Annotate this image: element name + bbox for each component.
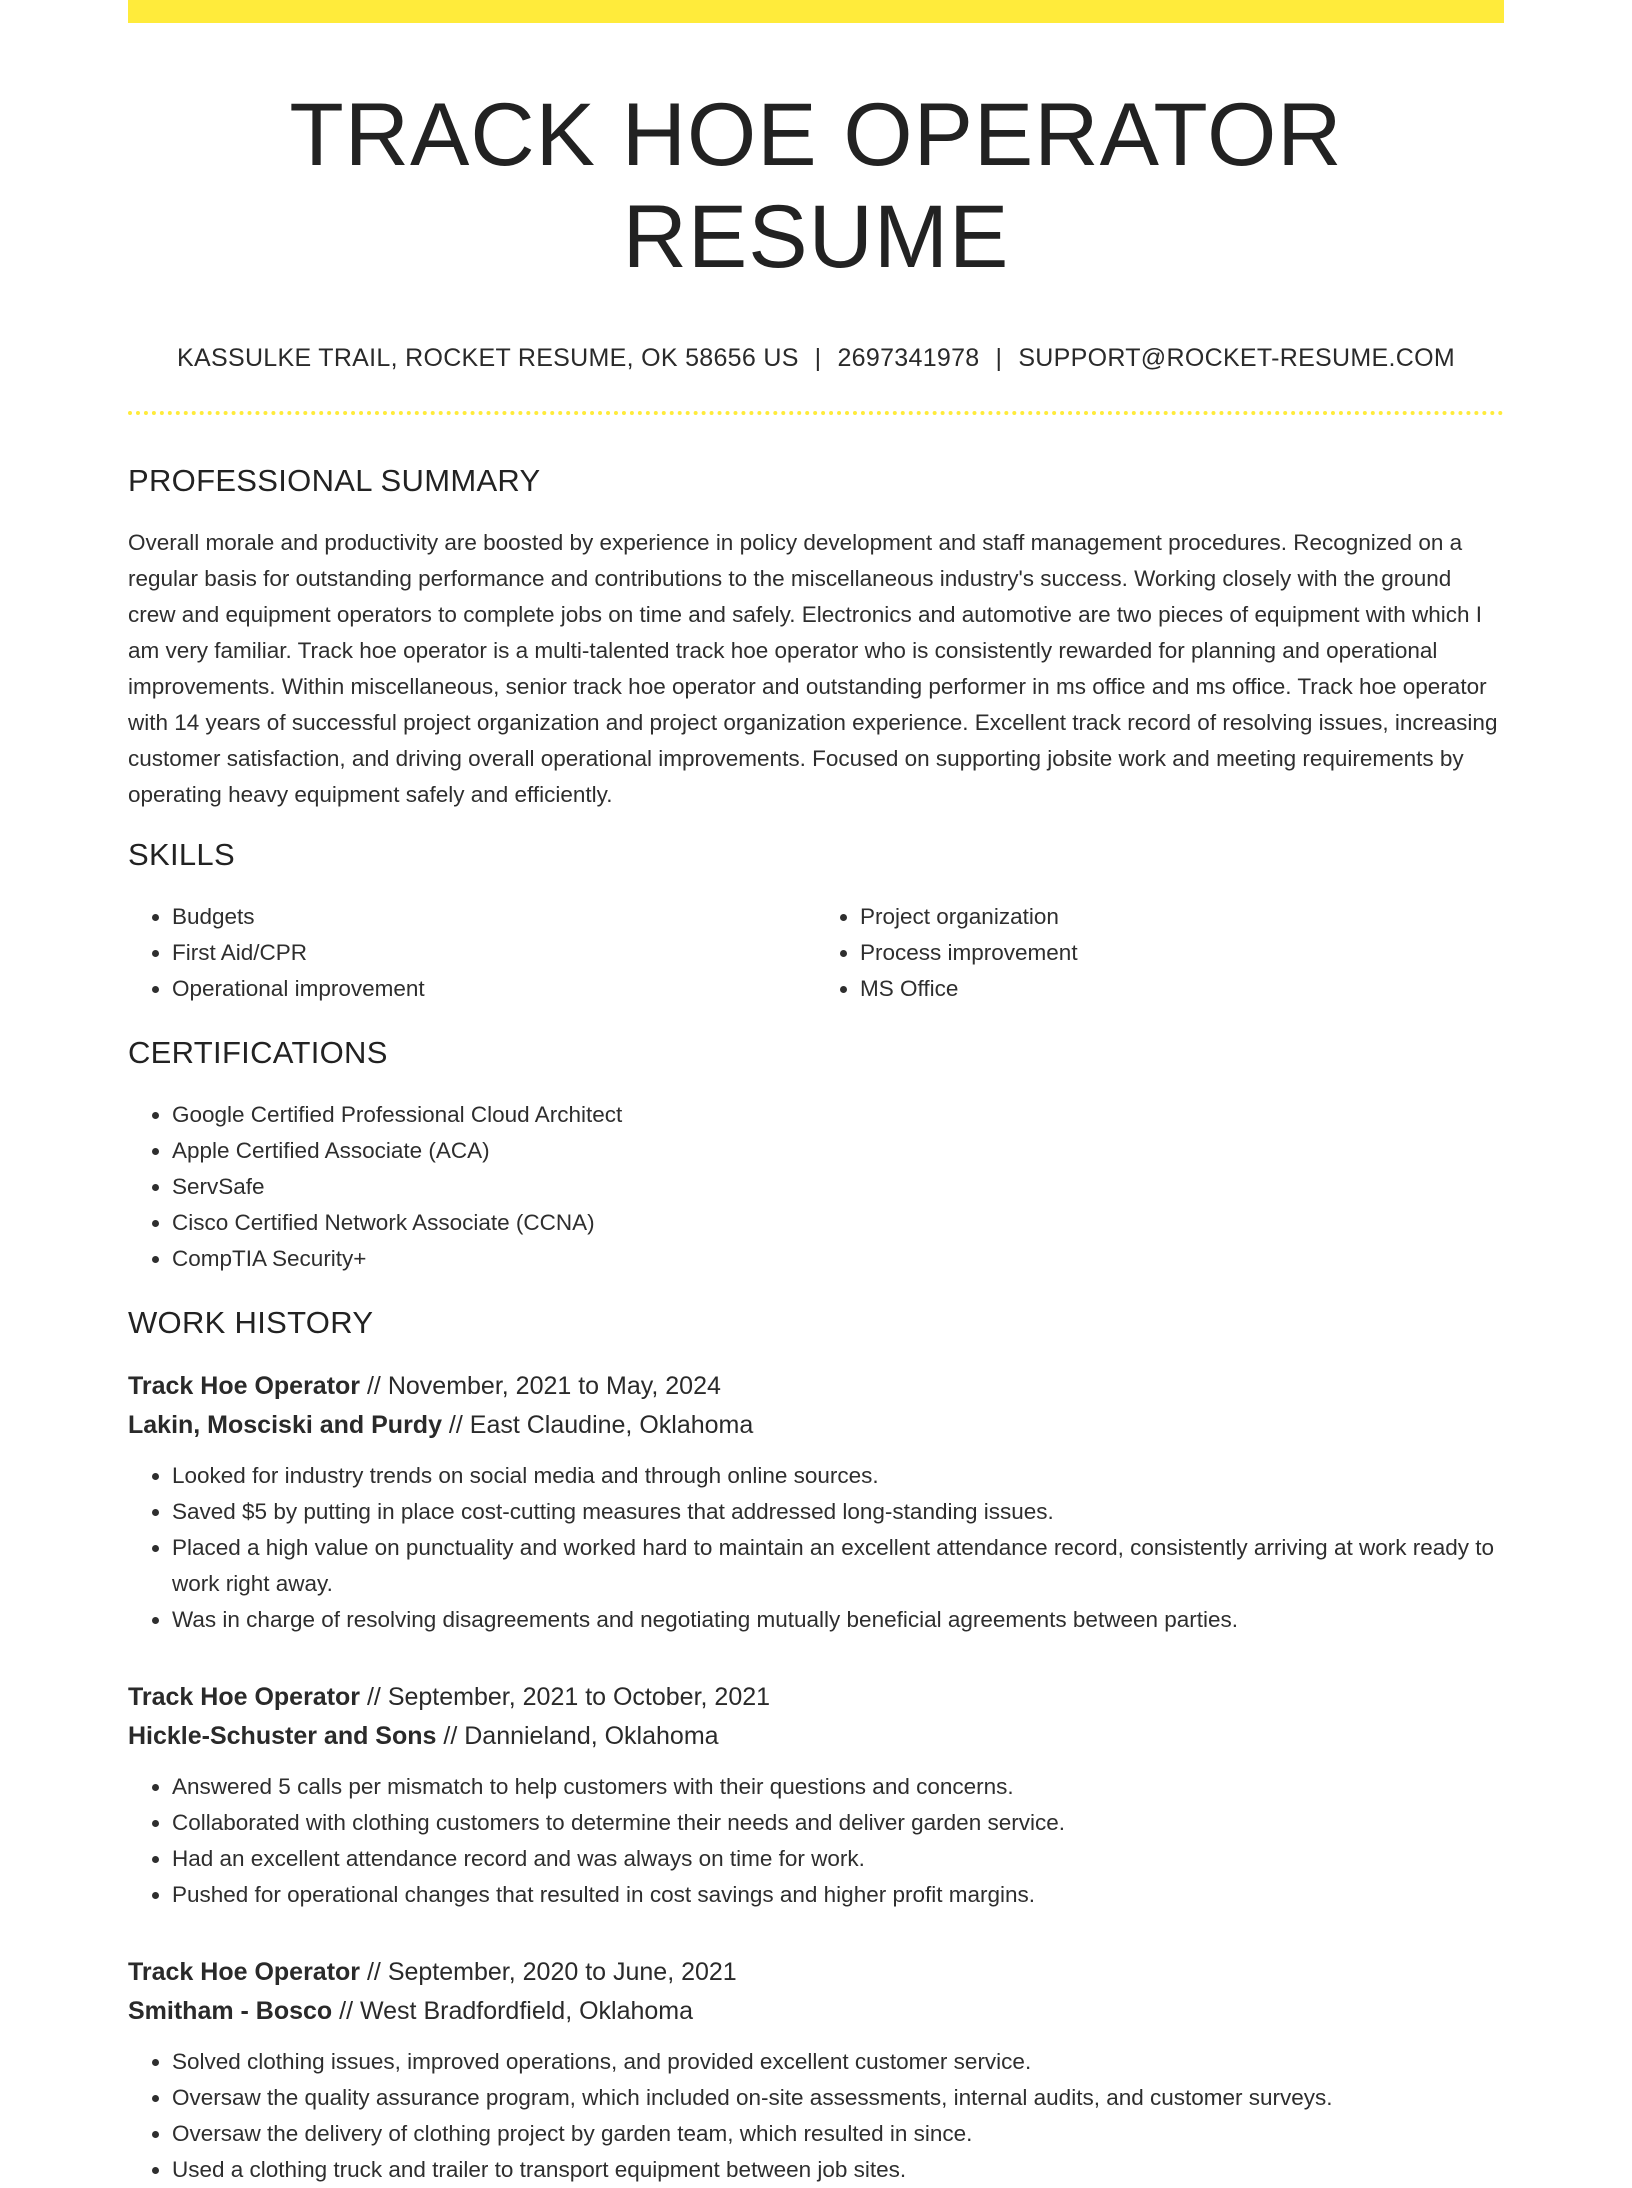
job-separator: // [360,1682,388,1711]
job-dates: September, 2021 to October, 2021 [387,1682,771,1711]
address: KASSULKE TRAIL, ROCKET RESUME, OK 58656 US [177,343,799,372]
job-company: Smitham - Bosco [128,1996,333,2025]
certification-item: • CompTIA Security+ [172,1241,1504,1277]
job-title-line [128,1678,1504,1717]
job-separator: // [360,1371,388,1400]
job-bullet: • Collaborated with clothing customers to determine their needs and deliver garden service. [172,1805,1504,1841]
job-bullet: • Pushed for operational changes that resulted in cost savings and higher profit margins. [172,1877,1504,1913]
accent-bar [128,0,1504,23]
job-dates: September, 2020 to June, 2021 [387,1957,737,1986]
summary-text: Overall morale and productivity are boosted by experience in policy development and staff management procedures. Recognized on a regular basis for outstanding performance and contributions to the miscellaneous industry's success. Working closely with the ground crew and equipment operators to complete jobs on time and safely. Electronics and automotive are two pieces of equipment with which I am very familiar. Track hoe operator is a multi-talented track hoe operator who is consistently rewarded for planning and operational improvements. Within miscellaneous, senior track hoe operator and outstanding performer in ms office and ms office. Track hoe operator with 14 years of successful project organization and project organization experience. Excellent track record of resolving issues, increasing customer satisfaction, and driving overall operational improvements. Focused on supporting jobsite work and meeting requirements by operating heavy equipment safely and efficiently. [128,529,1498,807]
job-company-line [128,1992,1504,2031]
job-bullet: • Was in charge of resolving disagreements and negotiating mutually beneficial agreements between parties. [172,1602,1504,1638]
job-bullet: • Placed a high value on punctuality and worked hard to maintain an excellent attendance record, consistently arriving at work ready to work right away. [172,1530,1504,1602]
job-entry [128,1953,1504,2188]
resume-title: TRACK HOE OPERATOR RESUME [289,84,1343,287]
skill-item: • Budgets [172,899,816,935]
job-bullet: • Had an excellent attendance record and was always on time for work. [172,1841,1504,1877]
skills-column-right [816,899,1504,1007]
job-dates: November, 2021 to May, 2024 [387,1371,721,1400]
job-location: West Bradfordfield, Oklahoma [360,1996,694,2025]
email: SUPPORT@ROCKET-RESUME.COM [1018,343,1455,372]
certifications-heading: CERTIFICATIONS [128,1034,388,1070]
skills-column-left [128,899,816,1007]
skill-item: • Process improvement [860,935,1504,971]
certification-item: • ServSafe [172,1169,1504,1205]
job-role: Track Hoe Operator [128,1682,361,1711]
job-location: Dannieland, Oklahoma [464,1721,719,1750]
dotted-divider [128,411,1504,415]
job-title-line [128,1367,1504,1406]
skills-heading: SKILLS [128,836,235,872]
job-role: Track Hoe Operator [128,1371,361,1400]
contact-separator: | [995,343,1003,372]
job-title-line [128,1953,1504,1992]
job-entry [128,1367,1504,1638]
job-bullet: • Looked for industry trends on social media and through online sources. [172,1458,1504,1494]
phone: 2697341978 [837,343,980,372]
work-history-heading: WORK HISTORY [128,1304,374,1340]
job-separator: // [436,1721,465,1750]
skill-item: • First Aid/CPR [172,935,816,971]
skill-item: • Project organization [860,899,1504,935]
job-separator: // [441,1410,470,1439]
certification-item: • Google Certified Professional Cloud Architect [172,1097,1504,1133]
job-company: Hickle-Schuster and Sons [128,1721,437,1750]
job-role: Track Hoe Operator [128,1957,361,1986]
certification-item: • Apple Certified Associate (ACA) [172,1133,1504,1169]
job-bullet: • Answered 5 calls per mismatch to help customers with their questions and concerns. [172,1769,1504,1805]
job-separator: // [332,1996,360,2025]
job-company: Lakin, Mosciski and Purdy [128,1410,442,1439]
contact-separator: | [814,343,822,372]
job-bullets [128,1769,1504,1913]
certification-item: • Cisco Certified Network Associate (CCNA) [172,1205,1504,1241]
job-separator: // [360,1957,388,1986]
resume-page [128,0,1504,2188]
job-bullet: • Oversaw the delivery of clothing project by garden team, which resulted in since. [172,2116,1504,2152]
skill-item: • Operational improvement [172,971,816,1007]
job-bullet: • Saved $5 by putting in place cost-cutting measures that addressed long-standing issues. [172,1494,1504,1530]
summary-heading: PROFESSIONAL SUMMARY [128,462,541,498]
job-bullets [128,2044,1504,2188]
job-company-line [128,1717,1504,1756]
certifications-list [128,1097,1504,1277]
job-bullets [128,1458,1504,1638]
job-entry [128,1678,1504,1913]
job-company-line [128,1406,1504,1445]
job-location: East Claudine, Oklahoma [469,1410,754,1439]
job-bullet: • Used a clothing truck and trailer to transport equipment between job sites. [172,2152,1504,2188]
job-bullet: • Solved clothing issues, improved operations, and provided excellent customer service. [172,2044,1504,2080]
contact-line [128,344,1504,373]
skill-item: • MS Office [860,971,1504,1007]
skills-list [128,899,1504,1007]
job-bullet: • Oversaw the quality assurance program, which included on-site assessments, internal audits, and customer surveys. [172,2080,1504,2116]
